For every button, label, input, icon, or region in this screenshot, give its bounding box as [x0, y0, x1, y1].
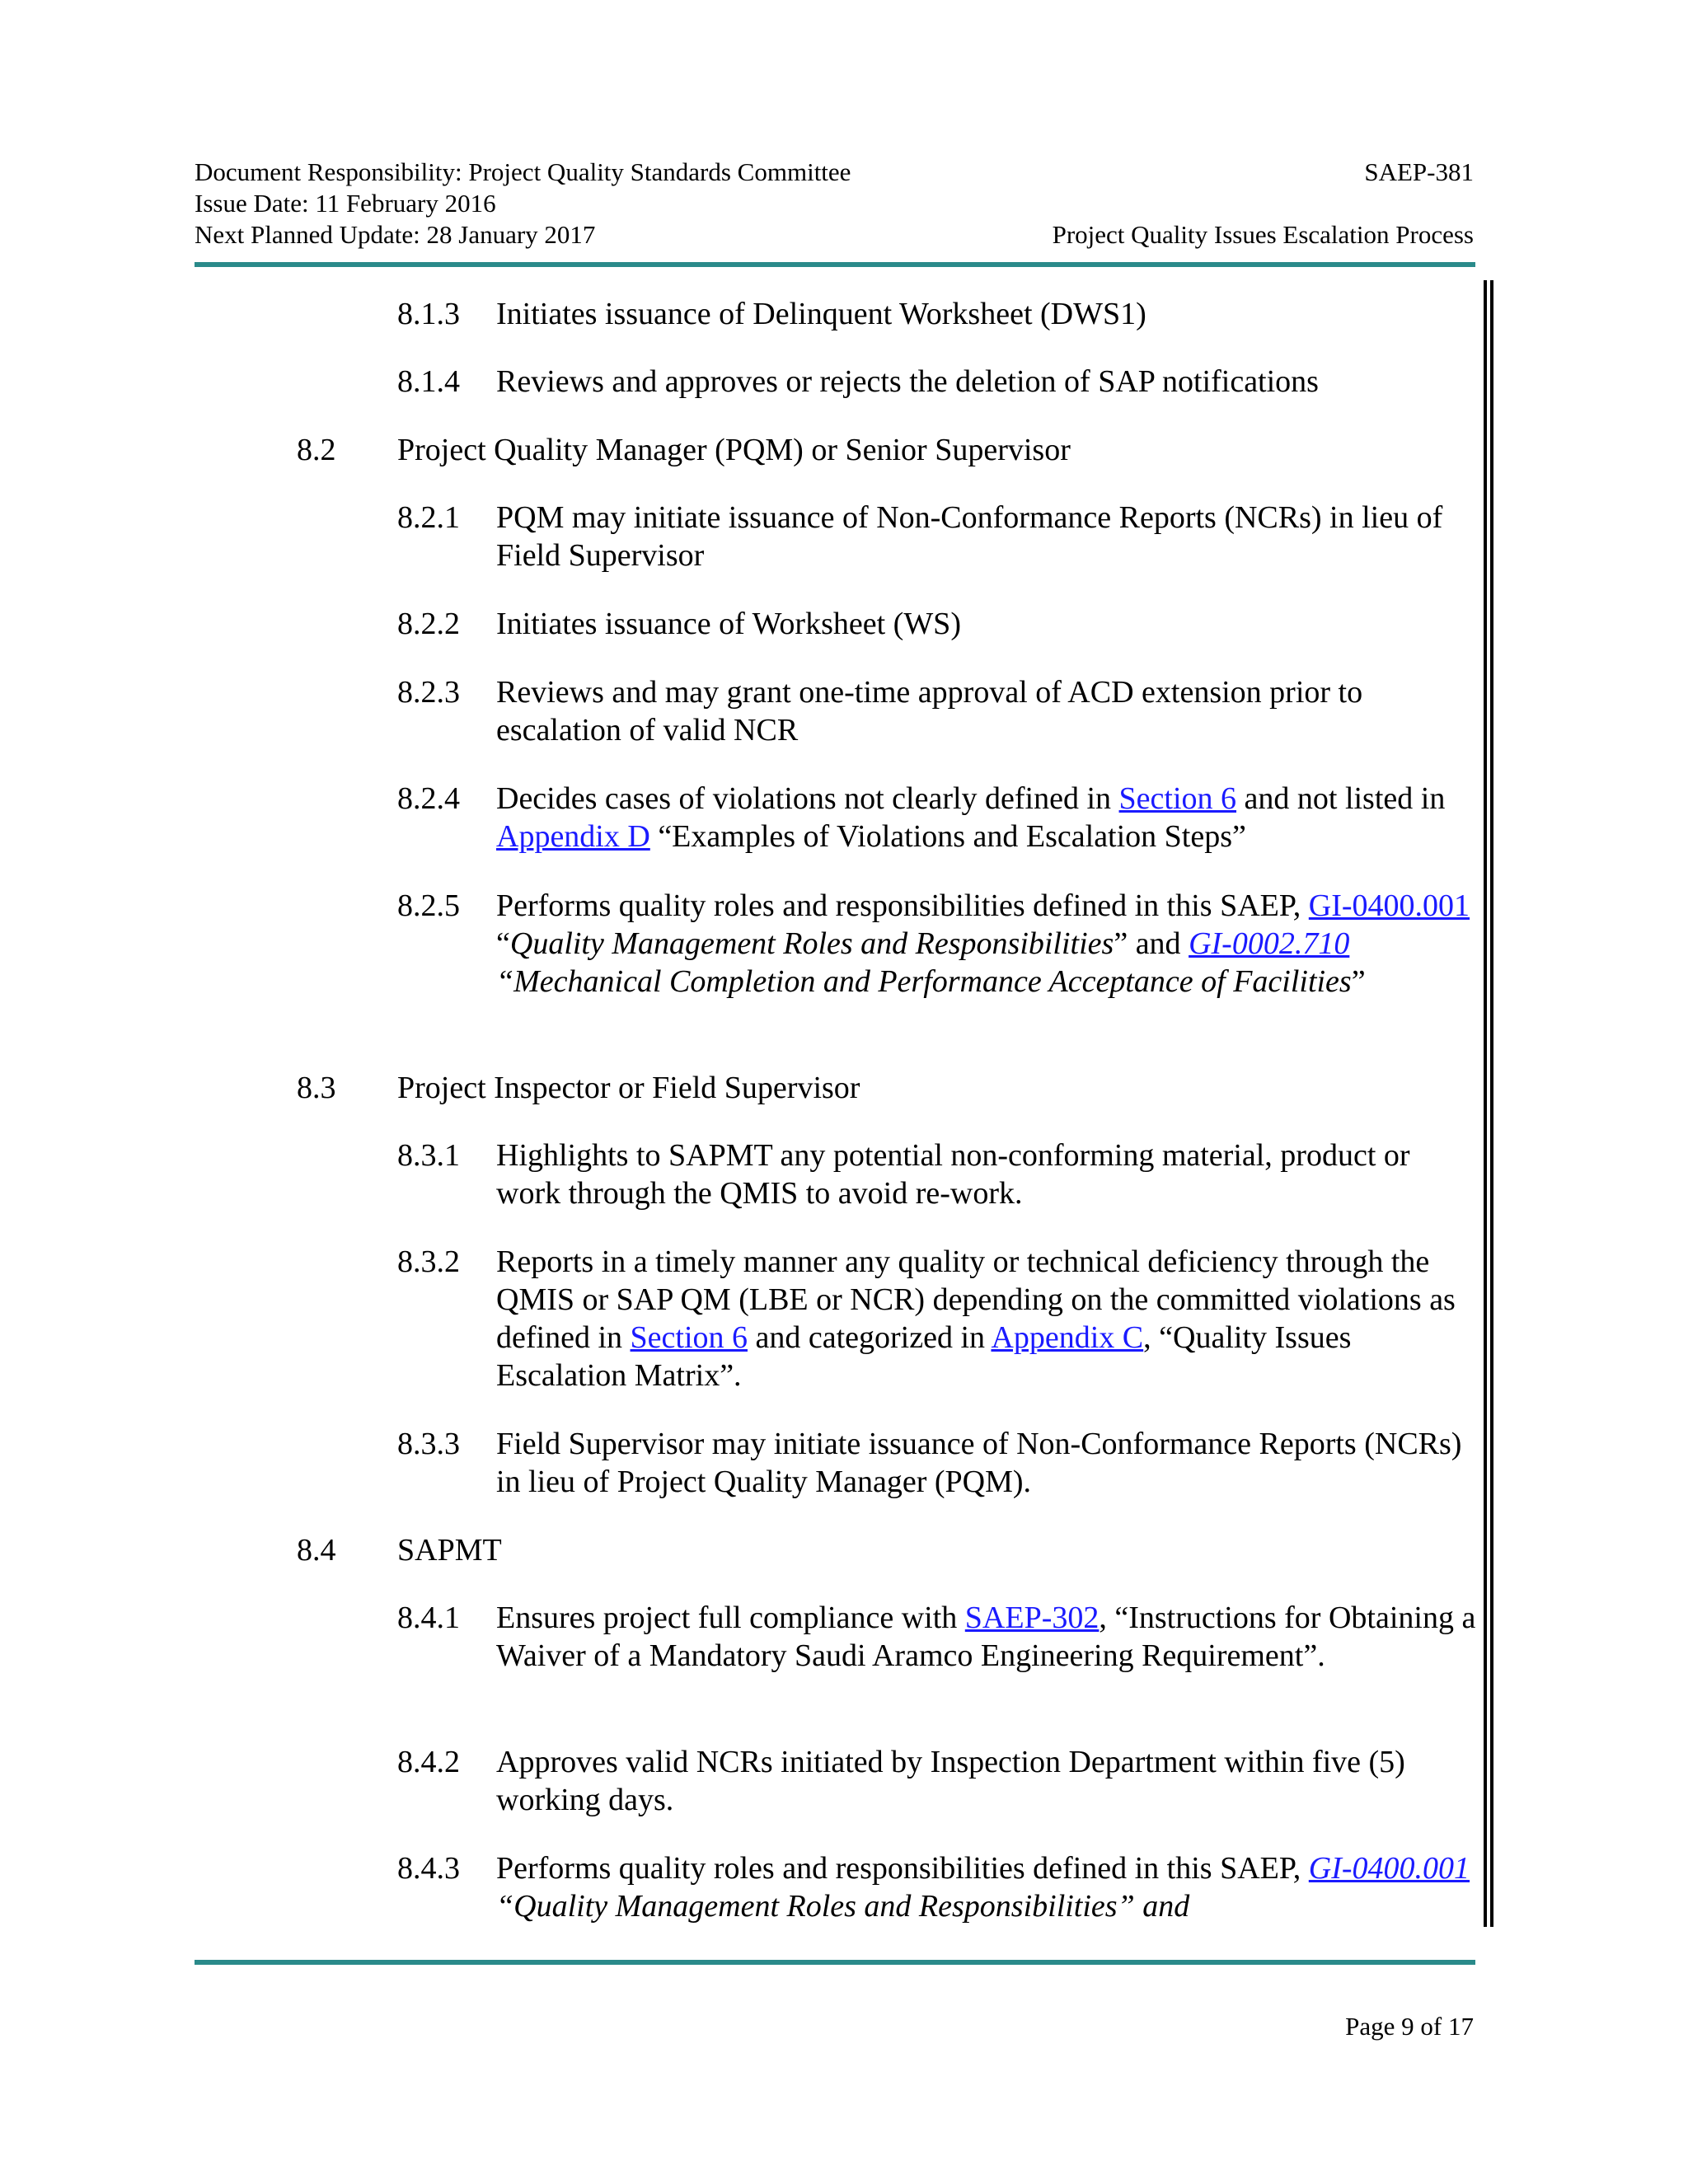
- item-text: Initiates issuance of Delinquent Worksheet (DWS1): [496, 297, 1146, 331]
- item-text: Highlights to SAPMT any potential non-conforming material, product or work through the QMIS to avoid re-work.: [496, 1138, 1410, 1211]
- header-issue-date: Issue Date: 11 February 2016: [195, 189, 496, 218]
- item-number: 8.2.2: [397, 607, 460, 641]
- text-run: and not listed in: [1236, 781, 1446, 816]
- page-number: Page 9 of 17: [1345, 2012, 1474, 2041]
- item-number: 8.4.1: [397, 1601, 460, 1635]
- section-heading: Project Quality Manager (PQM) or Senior Supervisor: [397, 433, 1071, 467]
- item-text: Field Supervisor may initiate issuance of Non-Conformance Reports (NCRs) in lieu of Project Quality Manager (PQM).: [496, 1427, 1462, 1499]
- text-run: , “Instructions for Obtaining a Waiver of a Mandatory Saudi Aramco Engineering Requirement”.: [496, 1601, 1476, 1673]
- item-number: 8.2.5: [397, 888, 460, 923]
- item-number: 8.4.3: [397, 1851, 460, 1886]
- header-doc-number: SAEP-381: [1364, 157, 1474, 186]
- header-rule: [195, 262, 1475, 267]
- footer-rule: [195, 1960, 1475, 1965]
- text-run: , “Quality Issues Escalation Matrix”.: [496, 1320, 1352, 1393]
- text-run: Performs quality roles and responsibilities defined in this SAEP,: [496, 888, 1309, 923]
- header-doc-title: Project Quality Issues Escalation Process: [1052, 220, 1474, 249]
- item-text: Approves valid NCRs initiated by Inspection Department within five (5) working days.: [496, 1745, 1405, 1817]
- text-run: “Examples of Violations and Escalation Steps”: [649, 819, 1246, 854]
- item-number: 8.3.2: [397, 1244, 460, 1279]
- item-text: [496, 1599, 1477, 1675]
- item-text: Reviews and may grant one-time approval of ACD extension prior to escalation of valid NCR: [496, 675, 1363, 748]
- item-number: 8.2.1: [397, 500, 460, 535]
- gi-0002-710-link[interactable]: GI-0002.710: [1189, 926, 1350, 961]
- item-number: 8.4.2: [397, 1745, 460, 1779]
- item-text: [496, 1849, 1477, 1925]
- item-text: Initiates issuance of Worksheet (WS): [496, 607, 961, 641]
- item-number: 8.3.1: [397, 1138, 460, 1173]
- italic-title: Quality Management Roles and Responsibilities: [509, 926, 1114, 961]
- item-number: 8.1.3: [397, 297, 460, 331]
- text-run: “: [496, 926, 510, 961]
- item-number: 8.2.3: [397, 675, 460, 710]
- text-run: Decides cases of violations not clearly defined in: [496, 781, 1119, 816]
- item-text: Reviews and approves or rejects the deletion of SAP notifications: [496, 364, 1319, 399]
- header-responsibility: Document Responsibility: Project Quality Standards Committee: [195, 157, 851, 186]
- item-text: PQM may initiate issuance of Non-Conformance Reports (NCRs) in lieu of Field Supervisor: [496, 500, 1443, 573]
- italic-title: “Mechanical Completion and Performance Acceptance of Facilities: [496, 964, 1352, 999]
- saep-302-link[interactable]: SAEP-302: [964, 1601, 1100, 1635]
- item-number: 8.2.4: [397, 781, 460, 816]
- italic-title: “Quality Management Roles and Responsibilities” and: [496, 1889, 1190, 1924]
- text-run: Performs quality roles and responsibilities defined in this SAEP,: [496, 1851, 1309, 1886]
- section-6-link[interactable]: Section 6: [1118, 781, 1237, 816]
- item-number: 8.3.3: [397, 1427, 460, 1461]
- gi-0400-001-link[interactable]: GI-0400.001: [1308, 888, 1470, 923]
- text-run: ”: [1351, 964, 1366, 999]
- gi-0400-001-link[interactable]: GI-0400.001: [1308, 1851, 1470, 1886]
- item-text: [496, 887, 1477, 1001]
- item-number: 8.1.4: [397, 364, 460, 399]
- text-run: ” and: [1114, 926, 1189, 961]
- appendix-d-link[interactable]: Appendix D: [496, 819, 650, 854]
- text-run: and categorized in: [748, 1320, 992, 1355]
- header-next-update: Next Planned Update: 28 January 2017: [195, 220, 596, 249]
- section-number: 8.2: [297, 433, 336, 467]
- change-bar: [1484, 280, 1493, 1927]
- item-text: [496, 1243, 1477, 1394]
- item-text: [496, 780, 1477, 855]
- section-number: 8.4: [297, 1533, 336, 1568]
- appendix-c-link[interactable]: Appendix C: [991, 1320, 1144, 1355]
- text-run: Reports in a timely manner any quality or technical deficiency through the QMIS or SAP QM (LBE or NCR) depending on the committed violations as defined in: [496, 1244, 1456, 1355]
- section-heading: SAPMT: [397, 1533, 502, 1568]
- section-heading: Project Inspector or Field Supervisor: [397, 1071, 860, 1105]
- section-number: 8.3: [297, 1071, 336, 1105]
- text-run: Ensures project full compliance with: [496, 1601, 965, 1635]
- section-6-link[interactable]: Section 6: [630, 1320, 748, 1355]
